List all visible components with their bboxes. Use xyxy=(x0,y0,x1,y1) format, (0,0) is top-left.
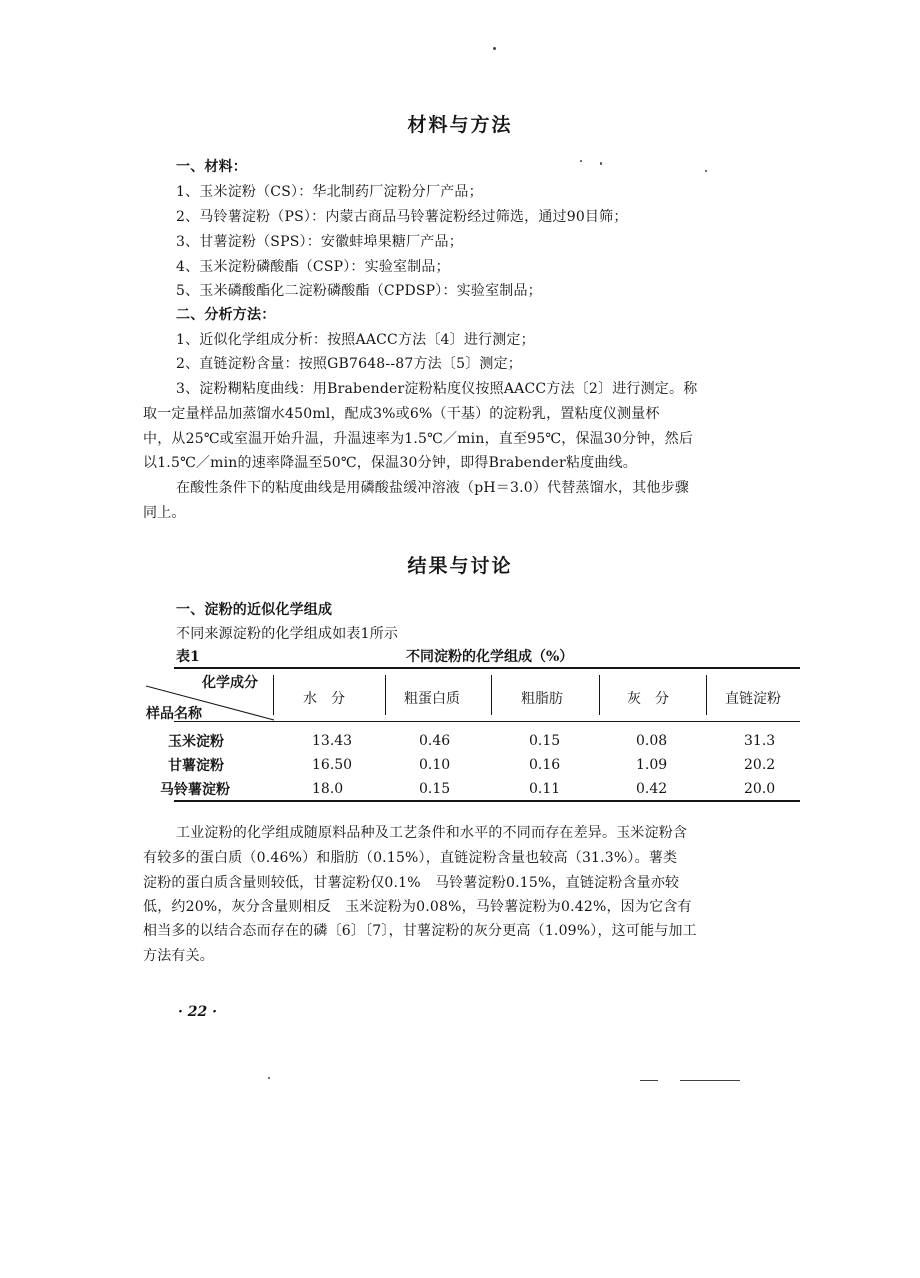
scan-speck xyxy=(705,170,707,172)
materials-item-1: 1、玉米淀粉（CS）：华北制药厂淀粉分厂产品； xyxy=(176,184,483,200)
page-number: · 22 · xyxy=(178,1004,217,1020)
methods-item-1: 1、近似化学组成分析：按照AACC方法〔4〕进行测定； xyxy=(176,332,535,348)
results-subheading: 一、淀粉的近似化学组成 xyxy=(176,602,333,618)
table-cell: 20.0 xyxy=(744,781,776,797)
methods-item-2: 2、直链淀粉含量：按照GB7648--87方法〔5〕测定； xyxy=(176,356,522,372)
discussion-line-5: 相当多的以结合态而存在的磷〔6〕〔7〕，甘薯淀粉的灰分更高（1.09%），这可能与加工 xyxy=(143,923,697,939)
table-cell: 0.16 xyxy=(529,757,561,773)
table-cell: 0.15 xyxy=(529,733,561,749)
materials-item-3: 3、甘薯淀粉（SPS）：安徽蚌埠果糖厂产品； xyxy=(176,234,463,250)
table-cell: 20.2 xyxy=(744,757,776,773)
table-cell: 0.08 xyxy=(636,733,668,749)
table-col-header: 粗蛋白质 xyxy=(404,691,460,707)
table-label: 表1 xyxy=(176,649,200,665)
table-cell: 16.50 xyxy=(312,757,353,773)
table-row-label: 玉米淀粉 xyxy=(168,734,224,750)
table-col-divider xyxy=(273,675,274,715)
scan-speck xyxy=(580,160,582,162)
methods-acid-note-cont: 同上。 xyxy=(143,505,186,521)
scan-speck xyxy=(493,47,496,50)
scan-speck xyxy=(600,162,602,165)
methods-heading: 二、分析方法： xyxy=(176,307,276,323)
methods-acid-note: 在酸性条件下的粘度曲线是用磷酸盐缓冲溶液（pH＝3.0）代替蒸馏水，其他步骤 xyxy=(176,480,690,496)
scan-speck xyxy=(268,1077,270,1079)
table-row-label: 甘薯淀粉 xyxy=(168,758,224,774)
materials-item-5: 5、玉米磷酸酯化二淀粉磷酸酯（CPDSP）：实验室制品； xyxy=(176,283,542,299)
scan-speck xyxy=(640,1080,658,1081)
materials-heading: 一、材料： xyxy=(176,159,247,175)
table-bottom-rule xyxy=(174,800,800,802)
materials-item-4: 4、玉米淀粉磷酸酯（CSP）：实验室制品； xyxy=(176,259,450,275)
section-title-results-discussion: 结果与讨论 xyxy=(407,555,513,577)
table-col-header: 直链淀粉 xyxy=(725,691,781,707)
methods-item-3: 3、淀粉糊粘度曲线：用Brabender淀粉粘度仪按照AACC方法〔2〕进行测定。称 xyxy=(176,381,698,397)
methods-item-3-cont-1: 取一定量样品加蒸馏水450ml，配成3%或6%（干基）的淀粉乳，置粘度仪测量杯 xyxy=(143,406,660,422)
table-cell: 18.0 xyxy=(312,781,344,797)
discussion-line-4: 低，约20%，灰分含量则相反 玉米淀粉为0.08%，马铃薯淀粉为0.42%，因为它含有 xyxy=(143,899,692,915)
section-title-materials-methods: 材料与方法 xyxy=(407,114,513,136)
discussion-line-3: 淀粉的蛋白质含量则较低，甘薯淀粉仅0.1% 马铃薯淀粉0.15%，直链淀粉含量亦较 xyxy=(143,875,680,891)
table-cell: 31.3 xyxy=(744,733,776,749)
methods-item-3-cont-3: 以1.5℃／min的速率降温至50℃，保温30分钟，即得Brabender粘度曲线。 xyxy=(143,455,637,471)
table-col-divider xyxy=(599,675,600,715)
discussion-line-6: 方法有关。 xyxy=(143,948,214,964)
table-corner-bottom: 样品名称 xyxy=(146,706,202,722)
table-cell: 0.15 xyxy=(419,781,451,797)
discussion-line-1: 工业淀粉的化学组成随原料品种及工艺条件和水平的不同而存在差异。玉米淀粉含 xyxy=(176,825,688,841)
discussion-line-2: 有较多的蛋白质（0.46%）和脂肪（0.15%），直链淀粉含量也较高（31.3%）。薯类 xyxy=(143,850,678,866)
table-col-divider xyxy=(385,675,386,715)
scan-speck xyxy=(680,1080,740,1081)
table-col-divider xyxy=(706,675,707,715)
table-cell: 0.46 xyxy=(419,733,451,749)
table-cell: 1.09 xyxy=(636,757,668,773)
table-col-header: 灰 分 xyxy=(627,691,669,707)
table-col-header: 粗脂肪 xyxy=(521,691,563,707)
methods-item-3-cont-2: 中，从25℃或室温开始升温，升温速率为1.5℃／min，直至95℃，保温30分钟，然后 xyxy=(143,431,694,447)
table-col-divider xyxy=(491,675,492,715)
table-row-label: 马铃薯淀粉 xyxy=(160,782,230,798)
results-intro: 不同来源淀粉的化学组成如表1所示 xyxy=(176,626,399,642)
table-title: 不同淀粉的化学组成（%） xyxy=(406,649,574,665)
table-corner-top: 化学成分 xyxy=(202,675,258,691)
table-top-rule xyxy=(174,667,800,669)
materials-item-2: 2、马铃薯淀粉（PS）：内蒙古商品马铃薯淀粉经过筛选，通过90目筛； xyxy=(176,209,628,225)
table-cell: 0.10 xyxy=(419,757,451,773)
table-col-header: 水 分 xyxy=(303,691,345,707)
table-cell: 0.11 xyxy=(529,781,561,797)
table-cell: 0.42 xyxy=(636,781,668,797)
table-cell: 13.43 xyxy=(312,733,353,749)
